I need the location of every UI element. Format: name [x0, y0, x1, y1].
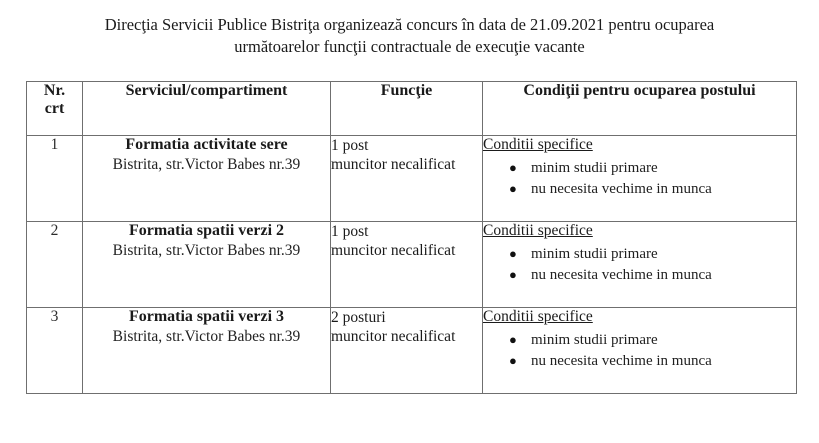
vacancies-table	[26, 81, 797, 394]
column-header-function: Funcţie	[331, 81, 483, 135]
row-conditions	[483, 307, 797, 393]
column-header-service: Serviciul/compartiment	[83, 81, 331, 135]
service-title: Formatia spatii verzi 2	[128, 221, 285, 239]
table-body	[27, 135, 797, 393]
intro-line-2: următoarelor funcţii contractuale de execuţie vacante	[234, 37, 585, 57]
list-item	[509, 265, 796, 287]
table-row	[27, 221, 797, 307]
function-count: 1 post	[331, 136, 369, 154]
list-item-label: nu necesita vechime in munca	[531, 353, 712, 370]
conditions-list	[483, 158, 796, 202]
list-item-label: minim studii primare	[531, 245, 658, 262]
list-item	[509, 179, 796, 201]
bullet-icon: ●	[509, 159, 517, 175]
bullet-icon: ●	[509, 331, 517, 347]
bullet-icon: ●	[509, 267, 517, 283]
row-number: 3	[27, 307, 83, 393]
function-count: 2 posturi	[331, 308, 386, 326]
row-function	[331, 221, 483, 307]
intro-line-1: Direcţia Servicii Publice Bistriţa organizează concurs în data de 21.09.2021 pentru ocuparea	[104, 15, 715, 34]
conditions-list	[483, 244, 796, 288]
row-conditions	[483, 221, 797, 307]
column-header-nr-line1: Nr.	[43, 81, 66, 99]
list-item	[509, 351, 796, 373]
function-name: muncitor necalificat	[331, 155, 456, 173]
conditions-title: Conditii specifice	[483, 221, 593, 239]
service-address: Bistrita, str.Victor Babes nr.39	[112, 241, 301, 259]
function-name: muncitor necalificat	[331, 241, 456, 259]
list-item	[509, 244, 796, 266]
column-header-nr-line2: crt	[44, 99, 65, 117]
row-service	[83, 135, 331, 221]
list-item-label: minim studii primare	[531, 159, 658, 176]
conditions-list	[483, 330, 796, 374]
service-title: Formatia activitate sere	[125, 135, 288, 153]
table-row	[27, 135, 797, 221]
bullet-icon: ●	[509, 353, 517, 369]
list-item-label: nu necesita vechime in munca	[531, 267, 712, 284]
row-conditions	[483, 135, 797, 221]
row-function	[331, 135, 483, 221]
list-item-label: nu necesita vechime in munca	[531, 181, 712, 198]
service-address: Bistrita, str.Victor Babes nr.39	[112, 155, 301, 173]
row-service	[83, 221, 331, 307]
list-item	[509, 330, 796, 352]
row-service	[83, 307, 331, 393]
list-item	[509, 158, 796, 180]
function-name: muncitor necalificat	[331, 327, 456, 345]
function-count: 1 post	[331, 222, 369, 240]
table-header	[27, 81, 797, 135]
conditions-title: Conditii specifice	[483, 307, 593, 325]
column-header-nr	[27, 81, 83, 135]
bullet-icon: ●	[509, 245, 517, 261]
service-address: Bistrita, str.Victor Babes nr.39	[112, 327, 301, 345]
service-title: Formatia spatii verzi 3	[128, 307, 285, 325]
bullet-icon: ●	[509, 181, 517, 197]
intro-paragraph	[60, 14, 760, 59]
column-header-conditions: Condiţii pentru ocuparea postului	[483, 81, 797, 135]
row-function	[331, 307, 483, 393]
table-row	[27, 307, 797, 393]
conditions-title: Conditii specifice	[483, 135, 593, 153]
row-number: 2	[27, 221, 83, 307]
table-header-row	[27, 81, 797, 135]
list-item-label: minim studii primare	[531, 331, 658, 348]
row-number: 1	[27, 135, 83, 221]
